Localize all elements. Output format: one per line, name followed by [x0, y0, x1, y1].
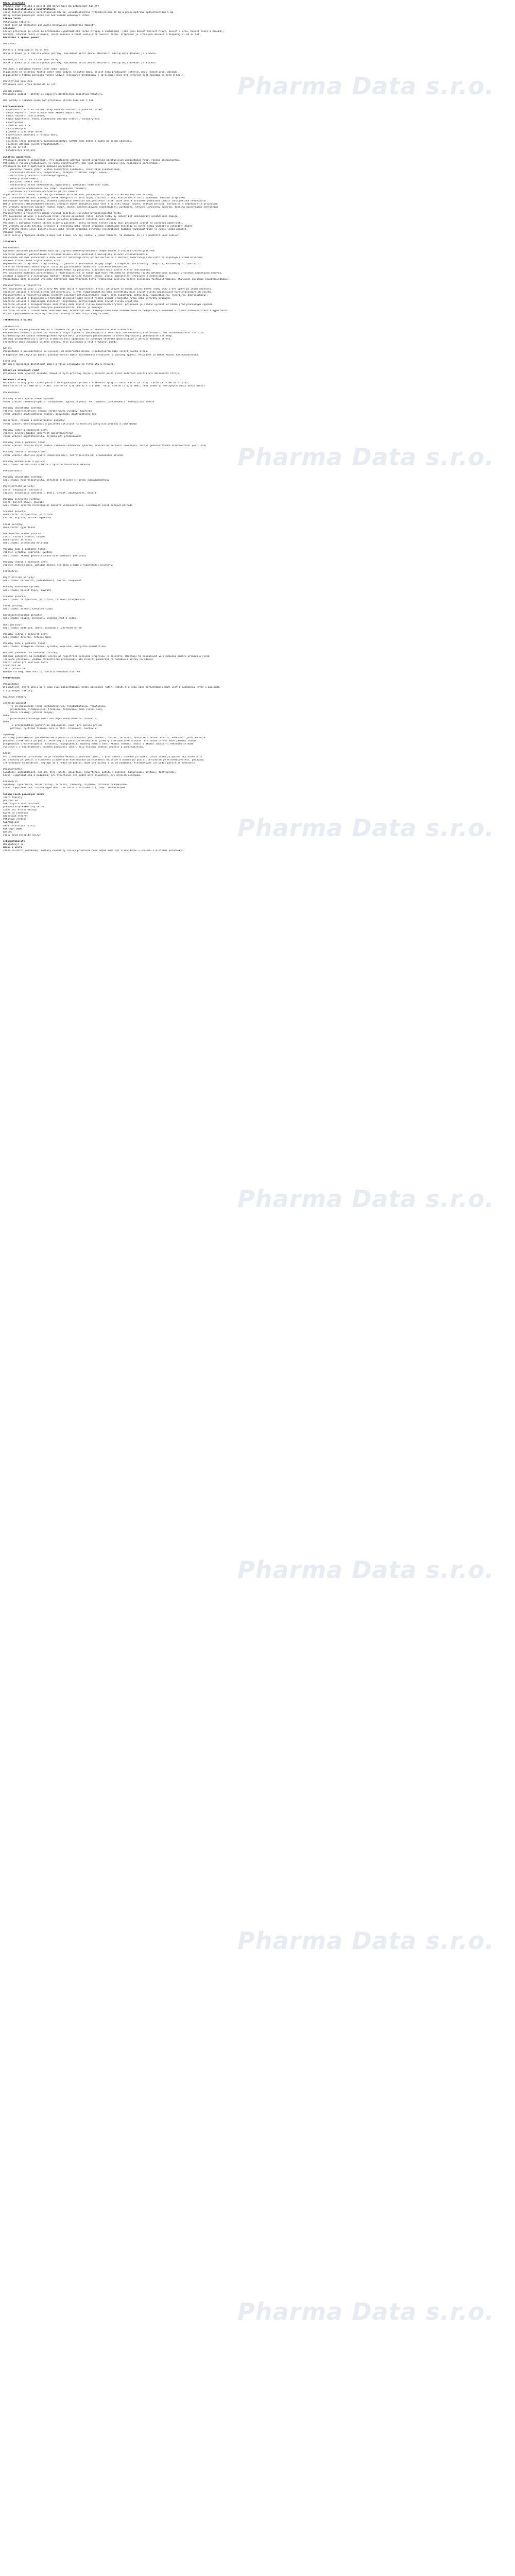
text-line: méně časté (≥ 1/1 000 až < 1/100), vzácné (≥ 1/10 000 až < 1/1 000), velmi vzácné (< 1/10 000), není známo (z dostupných údajů nelze určit). — [3, 385, 207, 388]
text-line: Gastrointestinální poruchy: — [3, 532, 43, 535]
text-line: - je pravděpodobně glutathion-deplenován, např. při poruše příjmu — [3, 724, 102, 727]
text-line: Pseudoefedrin — [3, 768, 22, 771]
text-line: Respirační, hrudní a mediastinální poruchy: — [3, 419, 66, 422]
text-line: není známo: nauzea, zvracení, snížená chuť k jídlu — [3, 617, 76, 620]
text-line: Dospělí a dospívající od 15 let: — [3, 49, 50, 52]
text-line: Pseudoefedrin a fenylefrin mohou vyvolat pozitivní výsledek antidopingového testu. — [3, 212, 123, 215]
text-line: Přípravek může vyvolat závratě. Pokud se tyto příznaky objeví, pacient nesmí řídit motorová vozidla ani obsluhovat stroje. — [3, 372, 181, 376]
section-heading: Zvláštní upozornění — [3, 156, 31, 159]
text-line: Léčba: symptomatická a podpůrná; při hypertenzi lze podat alfa-blokátory, při křečích diazepam. — [3, 774, 142, 777]
text-line: Při současném podávání paracetamolu s flukloxacilinem je nutná opatrnost vzhledem ke zvýšenému riziku metabolické acidózy s vysokou aniontovou mezerou, — [3, 272, 223, 275]
text-line: - diabetes mellitus, — [3, 124, 32, 127]
text-line: Probenecid snižuje clearance paracetamolu téměř na polovinu; zidovudin může zvýšit riziko neutropenie. — [3, 268, 151, 272]
text-line: - kardiovaskulárním onemocněním, hypertenzí, poruchami srdečního rytmu, — [3, 184, 111, 187]
text-line: Způsob podání — [3, 90, 22, 93]
text-line: - epilepsie, — [3, 137, 21, 140]
text-line: Pseudoefedrin a fenylefrin — [3, 284, 41, 287]
text-line: - hypertrofie prostaty s retencí moči, — [3, 133, 59, 137]
text-line: 100 41 Praha 10 — [3, 667, 25, 670]
text-line: Poruchy metabolismu a výživy: — [3, 460, 45, 463]
text-line: Pacienti s poruchou funkce štítné žlázy a pacienti léčení hormony štítné žlázy musí přípravek užívat se zvýšenou opatrností. — [3, 222, 183, 225]
text-line: kyselina stearová — [3, 812, 28, 815]
document-title: Název přípravku — [3, 2, 25, 5]
section-heading: Inkompatibility — [3, 840, 25, 843]
text-line: - hypertyreóza, — [3, 121, 25, 124]
text-line: velmi vzácné: trombocytopenie, leukopenie, agranulocytóza, neutropenie, pancytopenie, hemolytická anémie — [3, 400, 154, 403]
text-line: - je na dlouhodobé léčbě karbamazepinem, fenobarbitalem, fenytoinem, — [3, 705, 107, 708]
text-line: Fenylefrin — [3, 570, 18, 573]
text-line: nebo — [3, 721, 9, 724]
text-line: Poruchy ledvin a močových cest: — [3, 633, 48, 636]
text-line: Epidemiologické studie neurologického vývoje dětí vystavených paracetamolu in utero neprokázaly jednoznačné výsledky. — [3, 334, 174, 337]
text-line: Dlouhodobé užívání analgetik, zejména kombinace několika analgetických látek, může vést k trvalému poškození ledvin (analgetická nefropatie). — [3, 199, 208, 202]
text-line: Antacida zvyšují rychlost absorpce pseudoefedrinu; kaolin ji snižuje. — [3, 307, 104, 310]
text-line: projevit 12–48 hodin po požití. Může dojít k poruchám metabolismu glukózy a metabolické acidóze. Při těžké otravě může jaterní selhání — [3, 740, 198, 743]
text-line: Paracetamol může ovlivnit výsledky některých laboratorních testů (stanovení kyseliny močové kyselinou fosfowolframovou, stanovení glykémie glukózooxidázou). — [3, 278, 230, 281]
text-line: vzácné: zvýšení hladin jaterních aminotransferáz — [3, 432, 73, 435]
text-line: Nejsou k dispozici dostatečné údaje o vlivu přípravku na fertilitu u člověka. — [3, 363, 115, 366]
text-line: Gastrointestinální poruchy: — [3, 614, 43, 617]
text-line: Přípravek není určen dětem do 12 let. — [3, 83, 57, 87]
section-heading: Kontraindikace — [3, 106, 24, 109]
text-line: méně časté: zvracení — [3, 539, 32, 542]
text-line: Poruchy krve a lymfatického systému: — [3, 397, 56, 400]
text-line: U dospělých, kteří užili 10 g nebo více paracetamolu, hrozí poškození jater. Požití 5 g nebo více paracetamolu může vést k poškození jater u pacientů — [3, 686, 220, 689]
text-line: Poruchy ledvin a močových cest: — [3, 561, 48, 564]
text-line: Současné užívání s digoxinem a srdečními glykosidy může zvýšit riziko poruch srdečního rytmu nebo infarktu myokardu. — [3, 297, 172, 300]
section-heading: Složení kvalitativní i kvantitativní — [3, 8, 56, 11]
section-heading: Seznam všech pomocných látek — [3, 793, 44, 796]
text-line: U pacientů se sníženou hladinou glutathionu může užívání paracetamolu zvýšit riziko metabolické acidózy. — [3, 193, 154, 196]
text-line: Náhlé přerušení dlouhodobého užívání vysokých dávek analgetik může vést k bolesti hlavy, únavě, svalové bolesti, nervozitě a vegetativním příznakům. — [3, 203, 218, 206]
text-line: vzácné: arytmie, infarkt myokardu — [3, 517, 52, 520]
text-line: Těhotenství — [3, 325, 20, 328]
text-line: zejména u pacientů s rizikovými faktory (těžká porucha funkce ledvin, sepse, malnutrice, chronický alkoholismus). — [3, 275, 167, 278]
text-line: - poruchou funkce jater (včetně Gilbertova syndromu), chronickým alkoholismem, — [3, 168, 121, 171]
text-line: - hypersenzitivita na léčivé látky nebo na kteroukoli pomocnou látku, — [3, 109, 104, 112]
text-line: velmi vzácné: sterilní pyurie (zakalená moč), nefrotoxicita při dlouhodobém užívání — [3, 454, 124, 457]
text-line: Obvyklá dávka je 1 tableta podle potřeby, maximálně 2krát denně. Minimální odstup mezi dávkami je 8 hodin. — [3, 61, 158, 64]
section-heading: Účinky na schopnost řídit — [3, 369, 40, 372]
text-line: časté: bolest hlavy, závratě — [3, 501, 44, 504]
text-line: - chronickou malnutricí, dehydratací, těžkými infekcemi (např. sepse), — [3, 172, 110, 175]
text-line: U kojených dětí byla po podání pseudoefedrinu matce zaznamenána dráždivost a poruchy spánku. Přípravek je během kojení kontraindikován. — [3, 353, 199, 357]
text-line: Vzhledem k riziku předávkování je nutno zkontrolovat, zda jiné současně užívané léky neobsahují paracetamol. — [3, 162, 160, 165]
watermark: Pharma Data s.r.o. — [237, 1927, 494, 1955]
text-line: U pacientů s těžkou poruchou funkce ledvin (clearance kreatininu < 10 ml/min) musí být interval mezi dávkami nejméně 8 hodin. — [3, 74, 185, 77]
text-line: Při výskytu bolesti břicha, krvácení z konečníku nebo jiných příznaků ischemické kolitidy je nutno léčbu ukončit a vyhledat lékaře. — [3, 225, 194, 228]
text-line: Při dlouhodobém užívání vysokých dávek analgetik se může objevit bolest hlavy, kterou nelze léčit zvýšenými dávkami přípravku. — [3, 196, 186, 199]
text-line: Šrobárova 48 — [3, 664, 21, 667]
text-line: Léčivý přípravek je určen ke krátkodobé symptomatické léčbě chřipky a nachlazení, jako jsou bolest (bolest hlavy, bolest v krku, bolest svalů a kloubů), — [3, 30, 224, 33]
text-line: Při výskytu náhlé silné bolesti hlavy nebo jiných příznaků syndromu reverzibilní mozkové vazokonstrikce je nutno léčbu ukončit. — [3, 228, 188, 231]
text-line: Úplný seznam pomocných látek viz bod Seznam pomocných látek. — [3, 14, 91, 18]
text-line: není známo: nervozita, podrážděnost, neklid, nespavost — [3, 580, 82, 583]
text-line: Kojení — [3, 347, 12, 350]
text-line: nebo — [3, 715, 9, 718]
text-line: Cévní poruchy: — [3, 605, 24, 607]
text-line: - hemolytickou anémií, — [3, 178, 40, 181]
section-heading: Dávkování a způsob podání — [3, 37, 40, 40]
text-line: Při výskytu závažných kožních reakcí (např. akutní generalizovaná exantematózní pustulóza, Stevens-Johnsonův syndrom, toxická epidermální nekrolýza) — [3, 206, 218, 209]
text-line: Poruchy nervového systému: — [3, 586, 41, 589]
text-line: Tento léčivý přípravek obsahuje méně než 1 mmol (23 mg) sodíku v jedné tabletě, to znamená, že je v podstatě „bez sodíku“. — [3, 234, 181, 237]
text-line: Bez porady s lékařem nesmí být přípravek užíván déle než 5 dní. — [3, 99, 95, 102]
text-line: Poruchy imunitního systému: — [3, 476, 43, 479]
text-line: Jestliže pacient — [3, 702, 27, 705]
text-line: Obvyklá dávka je 1 tableta podle potřeby, maximálně 3krát denně. Minimální odstup mezi dávkami je 6 hodin. — [3, 52, 158, 55]
text-line: velmi vzácné: závažné kožní reakce (Stevens-Johnsonův syndrom, toxická epidermální nekrolýza, akutní generalizovaná exantematózní pustulóza) — [3, 445, 207, 448]
text-line: Paracetamol — [3, 391, 20, 394]
text-line: Jedna tableta obsahuje paracetamolum 500 mg, pseudoephedrini hydrochloridum 25 mg a phenylephrini hydrochloridum 5 mg. — [3, 11, 175, 14]
text-line: povidon 30 — [3, 799, 18, 802]
text-line: není známo: dysurie, retence moči — [3, 636, 52, 639]
text-line: Vzhledem k obsahu pseudoefedrinu a fenylefrinu je přípravek v těhotenství kontraindikován. — [3, 328, 134, 331]
text-line: Poruchy nervového systému: — [3, 498, 41, 501]
text-line: Poruchy imunitního systému: — [3, 407, 43, 410]
text-line: Žádné zvláštní požadavky. Veškerý nepoužitý léčivý přípravek nebo odpad musí být zlikvidován v souladu s místními požadavky. — [3, 850, 183, 853]
text-line: velmi vzácné: bronchospasmus u pacientů citlivých na kyselinu acetylsalicylovou a jiná NSAID — [3, 422, 137, 426]
text-line: Současné užívání s tricyklickými antidepresivy, jinými sympatomimetiky nebo anorektiky může zvýšit riziko nežádoucích kardiovaskulárních účinků. — [3, 291, 213, 294]
text-line: primidonem, rifampicinem, třezalkou tečkovanou nebo jinými léky, — [3, 708, 104, 711]
text-line: horečka, zduření nosní sliznice, nosní sekrece a zánět vedlejších nosních dutin. Přípravek je určen pro dospělé a dospívající od 12 let. — [3, 33, 201, 36]
section-heading: Těhotenství a kojení — [3, 319, 32, 322]
spc-document — [0, 0, 515, 853]
text-line: Webové stránky: www.sukl.cz/nahlasit-nezadouci-ucinek — [3, 670, 80, 673]
text-line: Při současném užívání s alkoholem hrozí riziko poškození jater; během léčby by neměly být konzumovány alkoholické nápoje. — [3, 215, 179, 218]
text-line: není známo: syndrom reverzibilní mozkové vazokonstrikce, ischemická cévní mozková příhoda — [3, 504, 133, 507]
text-line: Pomocné látky — [3, 231, 22, 234]
text-line: není známo: ischemická kolitida — [3, 542, 48, 545]
text-line: Poruchy jater a žlučových cest: — [3, 429, 48, 432]
text-line: Fenylefrin může způsobit snížení průtoku krve placentou a vést k hypoxii plodu. — [3, 341, 118, 344]
text-line: Paracetamol a pseudoefedrin se vylučují do mateřského mléka. Pseudoefedrin může snížit tvorbu mléka. — [3, 350, 149, 353]
text-line: není známo: zvýšení krevního tlaku — [3, 608, 53, 611]
text-line: Paracetamol prochází placentou. Rozsáhlé údaje o použití paracetamolu u těhotných žen nenaznačují malformační ani feto/neonatální toxicitu. — [3, 331, 205, 334]
text-line: Fertilita — [3, 360, 16, 363]
watermark: Pharma Data s.r.o. — [237, 1556, 494, 1584]
text-line: Pseudoefedrin a fenylefrin mohou snižovat účinnost antihypertenziv (např. beta-blokátorů, methyldopy, guanethidinu, reserpinu, debrisochinu). — [3, 294, 208, 297]
text-line: Psychiatrické poruchy: — [3, 577, 36, 580]
text-line: Nežádoucí účinky jsou řazeny podle tříd orgánových systémů a frekvence výskytu: velmi časté (≥ 1/10), časté (≥ 1/100 až < 1/10), — [3, 382, 190, 385]
section-heading: Léková forma — [3, 18, 21, 21]
section-heading: Nežádoucí účinky — [3, 379, 27, 382]
text-line: Psychiatrické poruchy: — [3, 485, 36, 488]
text-line: Léčba — [3, 752, 11, 755]
text-line: méně časté: tachykardie, palpitace — [3, 514, 53, 517]
text-line: intravenózně co nejdříve, nejlépe do 8 hodin od požití; může být účinný i po 24 hodinách. Alternativně lze podat perorálně methionin. — [3, 761, 197, 765]
text-line: Srdeční poruchy: — [3, 595, 27, 598]
text-line: Hepatotoxické látky nebo látky indukující jaterní mikrozomální enzymy (např. rifampicin, barbituráty, fenytoin, karbamazepin, isoniazid, — [3, 262, 201, 265]
text-line: Rizikové faktory: — [3, 696, 28, 699]
text-line: Léčba: symptomatická; těžkou hypertenzi lze léčit alfa-blokátory, např. fentolaminem. — [3, 787, 127, 790]
text-line: - těžká hypertenze, těžká ischemická choroba srdeční, tachyarytmie, — [3, 118, 101, 121]
text-line: - současné užívání jiných sympatomimetik, — [3, 143, 63, 146]
section-heading: Předávkování — [3, 677, 21, 680]
text-line: vzácné: hypersenzitivní reakce včetně kožní vyrážky, kopřivky — [3, 410, 92, 413]
text-line: Pseudoefedrin — [3, 469, 22, 472]
text-line: magnesium-stearát — [3, 815, 28, 818]
text-line: potravy, cystické fibróze, HIV infekci, hladovění, kachexii. — [3, 727, 98, 730]
text-line: Pediatrická populace — [3, 80, 32, 83]
text-line: vzácné: vyrážka, kopřivka, svědění — [3, 551, 53, 554]
text-line: progredovat v encefalopatii, krvácení, hypoglykémii, mozkový edém a smrt. Akutní selhání ledvin s akutní tubulární nekrózou se může — [3, 743, 194, 746]
text-line: Téměř bílé až nažloutlé podlouhlé bikonvexní potahované tablety. — [3, 24, 96, 27]
text-line: třezalka tečkovaná) mohou zvýšit toxicitu paracetamolu akumulací toxického metabolitu. — [3, 265, 128, 268]
text-line: U pacientů se sníženou funkcí jater nebo ledvin je nutno dávku snížit nebo prodloužit interval mezi jednotlivými dávkami. — [3, 71, 179, 74]
text-line: oxid titaničitý (E171) — [3, 824, 36, 827]
watermark: Pharma Data s.r.o. — [237, 2298, 494, 2326]
text-line: Paracetamol — [3, 247, 20, 250]
text-line: Neuplatňuje se. — [3, 843, 25, 846]
text-line: je nutno léčbu ihned ukončit. — [3, 209, 45, 212]
text-line: - glaukom s uzavřeným úhlem, — [3, 130, 44, 133]
text-line: - feochromocytom, — [3, 127, 28, 130]
text-line: - astmatem a chronickou obstrukční plicní nemocí. — [3, 190, 79, 193]
text-line: není známo: alergické reakce (vyrážka, kopřivka, alergická dermatitida) — [3, 646, 107, 649]
text-line: vyvinout i v nepřítomnosti těžkého poškození jater. Byly hlášeny srdeční arytmie a pankreatitida. — [3, 746, 144, 749]
text-line: Přípravek obsahuje paracetamol. Při současném užívání jiných přípravků obsahujících paracetamol hrozí riziko předávkování. — [3, 159, 181, 162]
text-line: Paracetamol — [3, 683, 20, 686]
text-line: léčivého přípravku. Žádáme zdravotnické pracovníky, aby hlásili podezření na nežádoucí účinky na adresu: — [3, 658, 154, 661]
text-line: - poruchou funkce ledvin, — [3, 181, 44, 184]
text-line: Symptomy: hypertenze, bolest hlavy, zvracení, záchvaty, arytmie, reflexní bradykardie. — [3, 784, 128, 787]
text-line: s rizikovými faktory: — [3, 689, 34, 692]
text-line: Perorální podání. Tablety se zapíjejí dostatečným množstvím tekutiny. — [3, 93, 104, 96]
watermark: Pharma Data s.r.o. — [237, 814, 494, 842]
text-line: - děti do 12 let, — [3, 146, 28, 149]
text-line: Hlášení podezření na nežádoucí účinky — [3, 652, 57, 655]
watermark: Pharma Data s.r.o. — [237, 1185, 494, 1213]
text-line: Pacienti s poruchou funkce jater nebo ledvin: — [3, 67, 68, 71]
text-line: Dlouhodobé užívání paracetamolu může zesílit antikoagulační účinek warfarinu a dalších kumarinových derivátů se zvýšeným rizikem krvácení; — [3, 256, 204, 259]
text-line: není známo: akutní generalizovaná exantematózní pustulóza — [3, 554, 86, 557]
text-line: sodná sůl kroskarmelosy — [3, 809, 37, 812]
text-line: Poruchy kůže a podkožní tkáně: — [3, 442, 47, 445]
text-line: které indukují jaterní enzymy, — [3, 711, 54, 715]
text-line: Při předávkování paracetamolem je nezbytná okamžitá lékařská pomoc, i přes absenci časných příznaků. Léčba zahrnuje podání aktivního uhlí — [3, 755, 202, 758]
text-line: Současné užívání s halogenovanými anestetiky může zvýšit riziko komorových arytmií; přípravek je vhodné vysadit 24 hodin před plánovaným výkonem. — [3, 303, 214, 306]
text-line: méně časté: hypertenze — [3, 526, 36, 529]
text-line: časté: sucho v ústech, nauzea — [3, 535, 45, 538]
text-line: hypromelosa — [3, 821, 20, 824]
text-line: Hlášení podezření na nežádoucí účinky po registraci léčivého přípravku je důležité. Umožňuje to pokračovat ve sledování poměru přínosů a rizik — [3, 655, 210, 658]
text-line: není známo: bolest hlavy, závratě — [3, 589, 52, 592]
text-line: - těžká renální insuficience, — [3, 115, 45, 118]
text-line: - pravidelně konzumuje větší než doporučené množství alkoholu, — [3, 718, 98, 721]
text-line: Současné užívání s námelovými alkaloidy (ergotamin, methysergid) může zvýšit riziko ergotismu. — [3, 300, 140, 303]
text-line: Symptomy — [3, 733, 15, 736]
section-heading: Indikace — [3, 27, 15, 30]
text-line: Poruchy kůže a podkožní tkáně: — [3, 642, 47, 646]
text-line: - deficitem glukóza-6-fosfátdehydrogenázy, — [3, 175, 68, 178]
text-line: makrogol 6000 — [3, 827, 22, 831]
text-line: velmi vzácné: hepatotoxicita, zejména při předávkování — [3, 435, 82, 438]
text-line: občasné užívání nemá signifikantní vliv. — [3, 259, 61, 262]
text-line: mastek — [3, 831, 12, 834]
text-line: není známo: metabolická acidóza s vysokou aniontovou mezerou — [3, 463, 91, 466]
text-line: žlutý oxid železitý (E172) — [3, 834, 41, 837]
text-line: není známo: tachykardie, palpitace, reflexní bradykardie — [3, 598, 85, 601]
text-line: Státní ústav pro kontrolu léčiv — [3, 661, 48, 664]
text-line: vzácné: halucinace (zejména u dětí), úzkost, agitovanost, neklid — [3, 492, 96, 495]
text-line: Rychlost absorpce paracetamolu může být zvýšena metoklopramidem a domperidonem a snížena cholestyraminem. — [3, 250, 156, 253]
text-line: Potahovaná tableta. — [3, 21, 31, 24]
text-line: Jádro tablety: — [3, 796, 24, 799]
text-line: Cévní poruchy: — [3, 523, 24, 526]
text-line: Potahová vrstva: — [3, 818, 27, 821]
text-line: mikrokrystalická celulosa — [3, 802, 40, 805]
text-line: Současné podávání paracetamolu a chloramfenikolu může prodloužit biologický poločas chloramfenikolu. — [3, 253, 149, 256]
text-line: Při současném užívání s inhibitory MAO může dojít k hypertenzní krizi; přípravek se nesmí užívat během léčby IMAO a dva týdny po jejím ukončení. — [3, 287, 213, 291]
text-line: U pacientů se sníženou funkcí ledvin je nutno prodloužit interval mezi dávkami. — [3, 218, 118, 222]
watermark: Pharma Data s.r.o. — [237, 72, 494, 100]
section-heading: Návod k užití — [3, 846, 22, 850]
text-line: není známo: mydriáza, akutní glaukom s uzavřeným úhlem — [3, 626, 82, 630]
watermark: Pharma Data s.r.o. — [237, 443, 494, 471]
text-line: Příznaky předávkování paracetamolem v prvních 24 hodinách jsou bledost, nauzea, zvracení, anorexie a bolest břicha. Poškození jater se může — [3, 736, 205, 739]
text-line: Poruchy kůže a podkožní tkáně: — [3, 548, 47, 551]
section-heading: Interakce — [3, 241, 16, 244]
text-line: Užívání pseudoefedrinu v prvním trimestru bylo spojováno se zvýšeným výskytem gastroschízy a atrézie tenkého střeva. — [3, 338, 172, 341]
text-line: - těhotenství a kojení. — [3, 149, 37, 152]
text-line: Srdeční poruchy: — [3, 511, 27, 514]
text-line: Symptomy: podrážděnost, neklid, třes, křeče, palpitace, hypertenze, potíže s močením, halucinace, arytmie, tachykardie. — [3, 771, 176, 774]
text-line: vzácné: retence moči, obtížné močení (zejména u mužů s hypertrofií prostaty) — [3, 564, 114, 567]
text-line: není známo: hypersenzitivita, zkřížená citlivost s jinými sympatomimetiky — [3, 479, 110, 482]
text-line: PARALEN GRIP chřipka a bolest 500 mg/25 mg/5 mg potahované tablety — [3, 5, 99, 8]
text-line: - současná léčba inhibitory monoaminooxidázy (IMAO) nebo během 2 týdnů po jejím ukončení, — [3, 140, 133, 143]
text-line: Oční poruchy: — [3, 623, 22, 626]
text-line: Dospívající od 12 do 15 let (nad 40 kg): — [3, 58, 61, 61]
text-line: Poruchy ledvin a močových cest: — [3, 451, 48, 454]
text-line: Fenylefrin — [3, 781, 18, 784]
text-line: do 1 hodiny po požití a stanovení plazmatické koncentrace paracetamolu nejdříve 4 hodiny po požití. Antidotem je N-acetylcystein, podávaný — [3, 758, 204, 761]
text-line: Dávkování — [3, 43, 16, 46]
text-line: Současné užívání s linezolidem, moklobemidem, bromokriptinem, kabergolinem nebo atomoxetinem se nedoporučuje vzhledem k riziku vazokonstrikce a hypertenze. — [3, 310, 229, 313]
text-line: předbobtnalý kukuřičný škrob — [3, 806, 44, 808]
text-line: - těžká hepatální insuficience nebo akutní hepatitida, — [3, 112, 82, 115]
text-line: velmi vzácné: anafylaktická reakce, angioedém, anafylaktický šok — [3, 413, 96, 416]
text-line: Přípravek má být s opatrností podáván pacientům s: — [3, 165, 76, 168]
text-line: časté: nespavost, nervozita — [3, 488, 43, 492]
text-line: Účinek sympatomimetik může být zesílen hormony štítné žlázy a oxytocinem. — [3, 313, 110, 316]
text-line: - okluzivním onemocněním cév (např. Raynaudův fenomén), — [3, 187, 88, 190]
